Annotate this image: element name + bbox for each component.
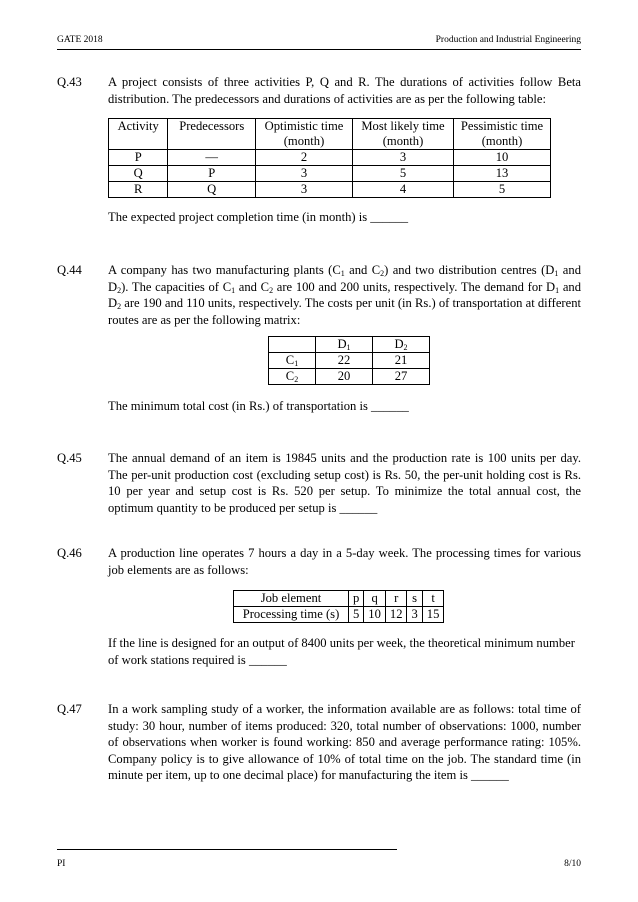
answer-prompt: The minimum total cost (in Rs.) of transportation is ______ bbox=[108, 399, 409, 413]
table-row bbox=[234, 591, 444, 607]
header-subject: Production and Industrial Engineering bbox=[435, 35, 581, 45]
table-header-row bbox=[109, 119, 551, 150]
question-number: Q.47 bbox=[57, 702, 82, 716]
answer-prompt: If the line is designed for an output of 8400 units per week, the theoretical minimum number of work stations required is ______ bbox=[108, 636, 575, 667]
page-number: 8/10 bbox=[564, 859, 581, 869]
header-exam: GATE 2018 bbox=[57, 35, 103, 45]
table-cell: 15 bbox=[422, 607, 444, 623]
table-header-row bbox=[269, 337, 430, 353]
question-text: In a work sampling study of a worker, the information available are as follows: total time of study: 30 hour, number of items produced: 320, total number of observations: 1000, number of observations when worker is found working: 850 and average performance rating: 105%. Company policy is to give allowance of 10% of total time on the job. The standard time (in minute per item, up to one decimal place) for manufacturing the item is ______ bbox=[108, 702, 581, 782]
table-cell: 21 bbox=[373, 353, 430, 369]
table-cell: — bbox=[168, 150, 256, 166]
table-cell: 10 bbox=[364, 607, 386, 623]
table-cell: 5 bbox=[353, 166, 454, 182]
table-row bbox=[109, 166, 551, 182]
page-header bbox=[57, 35, 581, 45]
table-cell: 5 bbox=[454, 182, 551, 198]
table-cell: P bbox=[109, 150, 168, 166]
answer-prompt: The expected project completion time (in month) is ______ bbox=[108, 210, 409, 224]
question-43 bbox=[57, 74, 581, 226]
table-cell: 27 bbox=[373, 369, 430, 385]
question-44 bbox=[57, 262, 581, 415]
table-header-cell: $D_2$ bbox=[373, 337, 430, 353]
table-cell: q bbox=[364, 591, 386, 607]
question-number: Q.44 bbox=[57, 263, 82, 277]
page-footer bbox=[57, 859, 581, 869]
question-text: A production line operates 7 hours a day in a 5-day week. The processing times for various job elements are as follows: bbox=[108, 546, 581, 577]
table-cell: 20 bbox=[316, 369, 373, 385]
table-cell: 13 bbox=[454, 166, 551, 182]
table-cell: 10 bbox=[454, 150, 551, 166]
table-row-header: $C_1$ bbox=[269, 353, 316, 369]
question-text: A company has two manufacturing plants ($C_1$ and $C_2$) and two distribution centres ($D_1$ and $D_2$). The capacities of $C_1$ and $C_2$ are 100 and 200 units, respectively. The demand for $D_1$ and $D_2$ are 190 and 110 units, respectively. The costs per unit (in Rs.) of transportation at different routes are as per the following matrix: bbox=[108, 263, 581, 327]
table-row-header: $C_2$ bbox=[269, 369, 316, 385]
footer-rule bbox=[57, 849, 397, 850]
job-element-table bbox=[233, 590, 444, 623]
table-row bbox=[234, 607, 444, 623]
table-cell: 12 bbox=[385, 607, 407, 623]
table-header-cell: Processing time (s) bbox=[234, 607, 349, 623]
table-cell: P bbox=[168, 166, 256, 182]
footer-paper-code: PI bbox=[57, 859, 66, 869]
table-row bbox=[269, 369, 430, 385]
table-cell: 2 bbox=[256, 150, 353, 166]
table-cell: r bbox=[385, 591, 407, 607]
table-cell: 22 bbox=[316, 353, 373, 369]
question-text: A project consists of three activities P, Q and R. The durations of activities follow Beta distribution. The predecessors and durations of activities are as per the following table: bbox=[108, 75, 581, 106]
question-45 bbox=[57, 450, 581, 516]
table-cell: Q bbox=[168, 182, 256, 198]
table-cell: 3 bbox=[353, 150, 454, 166]
question-46 bbox=[57, 545, 581, 668]
table-cell: p bbox=[349, 591, 364, 607]
table-header-cell: Job element bbox=[234, 591, 349, 607]
question-number: Q.43 bbox=[57, 75, 82, 89]
question-number: Q.45 bbox=[57, 451, 82, 465]
table-row bbox=[109, 150, 551, 166]
table-cell: 3 bbox=[256, 166, 353, 182]
table-cell: 3 bbox=[407, 607, 422, 623]
cost-matrix bbox=[268, 336, 430, 385]
question-text: The annual demand of an item is 19845 units and the production rate is 100 units per day. The per-unit production cost (excluding setup cost) is Rs. 50, the per-unit holding cost is Rs. 10 per year and setup cost is Rs. 520 per setup. To minimize the total annual cost, the optimum quantity to be produced per setup is ______ bbox=[108, 451, 581, 515]
table-header-cell: Most likely time (month) bbox=[353, 119, 454, 150]
table-cell: 4 bbox=[353, 182, 454, 198]
table-header-cell: Activity bbox=[109, 119, 168, 150]
table-cell: Q bbox=[109, 166, 168, 182]
table-row bbox=[109, 182, 551, 198]
table-cell: 5 bbox=[349, 607, 364, 623]
table-header-cell: $D_1$ bbox=[316, 337, 373, 353]
table-header-cell: Predecessors bbox=[168, 119, 256, 150]
question-number: Q.46 bbox=[57, 546, 82, 560]
table-cell: t bbox=[422, 591, 444, 607]
activity-table bbox=[108, 118, 551, 198]
table-cell: s bbox=[407, 591, 422, 607]
table-cell: 3 bbox=[256, 182, 353, 198]
table-row bbox=[269, 353, 430, 369]
question-47 bbox=[57, 701, 581, 784]
table-header-cell: Optimistic time (month) bbox=[256, 119, 353, 150]
table-header-cell: Pessimistic time (month) bbox=[454, 119, 551, 150]
table-cell: R bbox=[109, 182, 168, 198]
header-rule bbox=[57, 49, 581, 50]
